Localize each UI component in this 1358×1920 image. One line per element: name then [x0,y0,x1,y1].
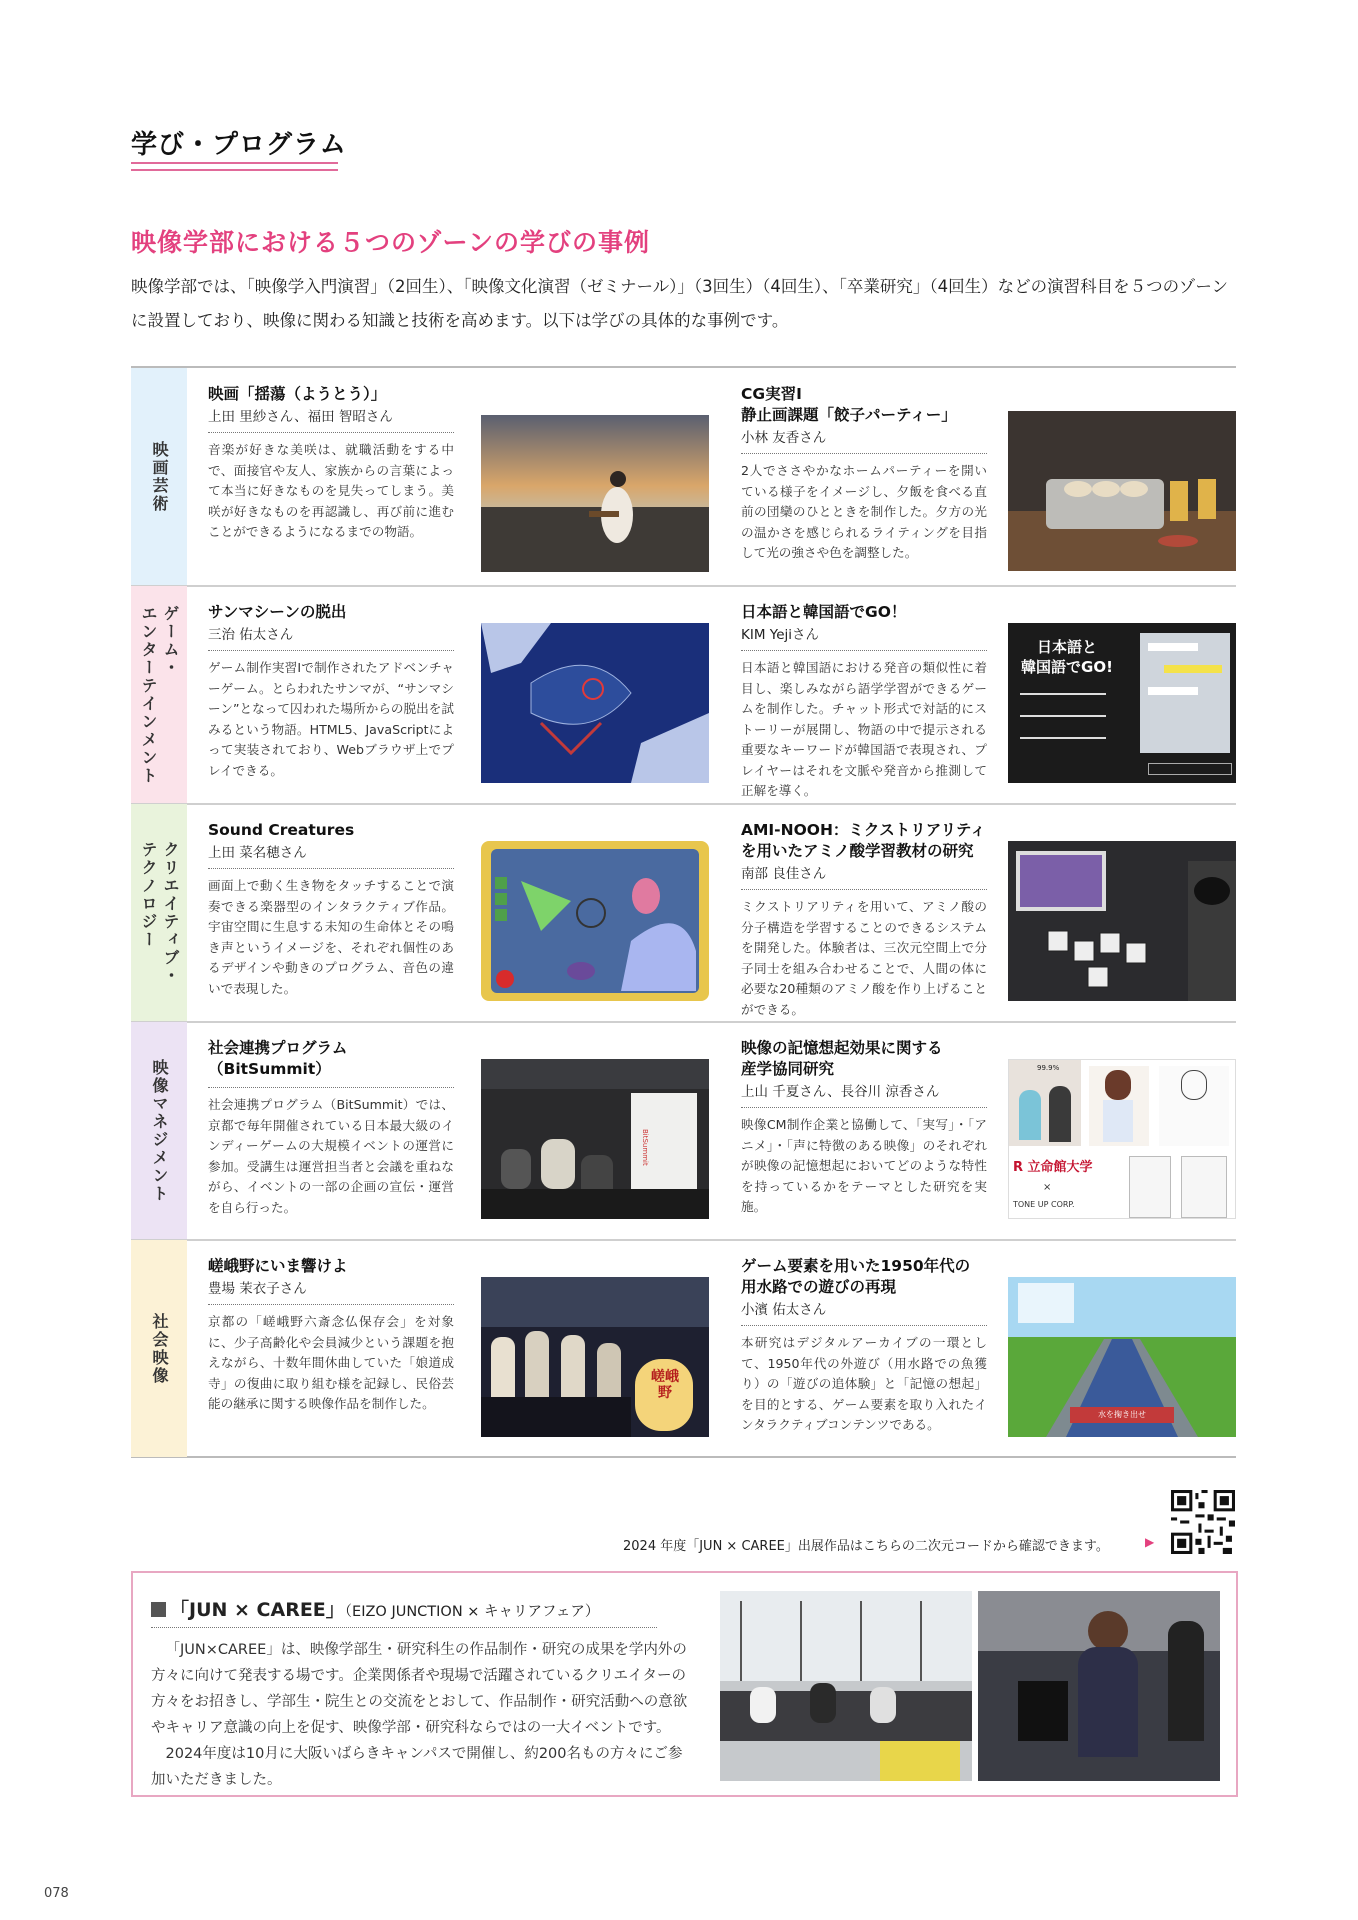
entry-authors: 上田 里紗さん、福田 智昭さん [208,407,454,433]
zones-table [131,366,1236,1458]
canal-game-screenshot [1008,1277,1236,1437]
company-logo: TONE UP CORP. [1013,1200,1075,1209]
case-entry [741,1022,1236,1239]
entry-authors [208,1082,454,1088]
entry-authors: KIM Yejiさん [741,625,987,651]
lantern-text: 嵯峨野 [651,1369,679,1401]
case-entry [208,1240,708,1457]
game-logo: 日本語と 韓国語でGO! [1021,638,1113,676]
bitsummit-sign: BitSummit [641,1129,649,1166]
entry-description: 映像CM制作企業と協働して、「実写」・「アニメ」・「声に特徴のある映像」のそれぞれが映像の記憶想起においてどのような特性を持っているかをテーマとした研究を実施。 [741,1117,987,1214]
entry-authors: 小林 友香さん [741,428,987,454]
intro-paragraph: 映像学部では、「映像学入門演習」（2回生）、「映像文化演習（ゼミナール）」（3回生）（4回生）、「卒業研究」（4回生）などの演習科目を５つのゾーンに設置しており、映像に関わる知識と技術を高めます。以下は学びの具体的な事例です。 [131,277,1229,330]
zone-row [131,368,1236,587]
entry-title: Sound Creatures [208,821,355,839]
jun-caree-box [131,1571,1238,1797]
entry-authors: 上山 千夏さん、長谷川 涼香さん [741,1082,987,1108]
page-number: 078 [44,1886,69,1901]
zone-label-text: 映像マネジメント [150,1058,169,1203]
section-title: 学び・プログラム [131,130,347,160]
zone-label [131,368,187,585]
university-logo: R 立命館大学 [1013,1160,1093,1175]
zone-label-text: クリエイティブ・ テクノロジー [139,840,180,985]
entry-authors: 豊場 茉衣子さん [208,1279,454,1305]
zone-label-text: ゲーム・ エンターテインメント [139,604,180,785]
sound-creatures-screenshot [481,841,709,1001]
qr-code[interactable] [1171,1490,1235,1554]
entry-title: 映画「揺蕩（ようとう）」 [208,385,387,403]
zone-label [131,586,187,803]
film-still-photo [481,415,709,572]
game-screenshot-korean [1008,623,1236,783]
entry-title: 嵯峨野にいま響けよ [208,1257,348,1275]
entry-description: ゲーム制作実習Ⅰで制作されたアドベンチャーゲーム。とらわれたサンマが、“サンマシーン”となって囚われた場所からの脱出を試みるという物語。HTML5、JavaScriptによって実装されており、Webブラウザ上でプレイできる。 [208,660,454,778]
case-entry [208,368,708,585]
zone-label-text: 映画芸術 [150,440,169,513]
entry-description: 日本語と韓国語における発音の類似性に着目し、楽しみながら語学学習ができるゲームを制作した。チャット形式で対話的にストーリーが展開し、物語の中で提示される重要なキーワードが韓国語で表現され、プレイヤーはそれを文脈や発音から推測して正解を導く。 [741,660,987,798]
box-divider [151,1627,657,1628]
zone-row [131,1022,1236,1241]
page-heading: 映像学部における５つのゾーンの学びの事例 [131,228,651,257]
case-entry [208,804,708,1021]
entry-description: ミクストリアリティを用いて、アミノ酸の分子構造を学習することのできるシステムを開発した。体験者は、三次元空間上で分子同士を組み合わせることで、人間の体に必要な20種類のアミノ酸を作り上げることができる。 [741,899,987,1017]
entry-title: 社会連携プログラム （BitSummit） [208,1039,348,1078]
zone-row [131,804,1236,1023]
case-entry [741,1240,1236,1457]
bitsummit-event-photo [481,1059,709,1219]
entry-title: 映像の記憶想起効果に関する 産学協同研究 [741,1039,943,1078]
collab-times: × [1043,1182,1052,1193]
entry-description: 社会連携プログラム（BitSummit）では、京都で毎年開催されている日本最大級のインディーゲームの大規模イベントの運営に参加。受講生は運営担当者と会議を重ねながら、イベントの一部の企画の宣伝・運営を自ら行った。 [208,1097,454,1215]
case-entry [208,586,708,803]
play-arrow-icon: ▶ [1145,1535,1155,1549]
zone-label [131,804,187,1021]
entry-title: ゲーム要素を用いた1950年代の 用水路での遊びの再現 [741,1257,971,1296]
entry-authors: 南部 良佳さん [741,864,987,890]
canal-game-button: 水を掬き出せ [1070,1407,1174,1423]
entry-description: 本研究はデジタルアーカイブの一環として、1950年代の外遊び（用水路での魚獲り）の「遊びの追体験」と「記憶の想起」を目的とする、ゲーム要素を取り入れたインタラクティブコンテンツである。 [741,1335,987,1432]
mixed-reality-photo [1008,841,1236,1001]
zone-label [131,1240,187,1457]
box-paragraph: 「JUN×CAREE」は、映像学部生・研究科生の作品制作・研究の成果を学内外の方々に向けて発表する場です。企業関係者や現場で活躍されているクリエイターの方々をお招きし、学部生・院生との交流をとおして、作品制作・研究活動への意欲やキャリア意識の向上を促す、映像学部・研究科ならではの一大イベントです。 [151,1642,688,1736]
entry-title: サンマシーンの脱出 [208,603,347,621]
section-title-underline [131,162,338,171]
entry-authors: 上田 菜名穂さん [208,843,454,869]
box-title-text: 「JUN × CAREE」 [170,1599,345,1621]
case-entry [208,1022,708,1239]
case-entry [741,586,1236,803]
case-entry [741,368,1236,585]
zone-label [131,1022,187,1239]
square-bullet-icon [151,1602,166,1617]
qr-note: 2024 年度「JUN × CAREE」出展作品はこちらの二次元コードから確認できます。 [623,1539,1109,1554]
event-venue-photo [720,1591,972,1781]
box-title [151,1595,599,1622]
tv-rating-label: 99.9% [1037,1064,1060,1072]
box-subtitle: （EIZO JUNCTION × キャリアフェア） [344,1604,600,1620]
case-entry [741,804,1236,1021]
entry-authors: 三治 佑太さん [208,625,454,651]
entry-description: 京都の「嵯峨野六斎念仏保存会」を対象に、少子高齢化や会員減少という課題を抱えながら、十数年間休曲していた「娘道成寺」の復曲に取り組む様を記録し、民俗芸能の継承に関する映像作品を制作した。 [208,1314,454,1411]
entry-title: AMI-NOOH：ミクストリアリティを用いたアミノ酸学習教材の研究 [741,821,986,860]
zone-row [131,586,1236,805]
game-screenshot-fish [481,623,709,783]
zone-row [131,1240,1236,1457]
entry-title: CG実習Ⅰ 静止画課題「餃子パーティー」 [741,385,957,424]
box-body [151,1637,695,1793]
cg-dumplings-image [1008,411,1236,571]
zone-label-text: 社会映像 [150,1312,169,1385]
exhibit-photo [978,1591,1220,1781]
research-collage-image [1008,1059,1236,1219]
entry-description: 音楽が好きな美咲は、就職活動をする中で、面接官や友人、家族からの言葉によって本当に好きなものを見失ってしまう。美咲が好きなものを再認識し、再び前に進むことができるようになるまでの物語。 [208,442,454,539]
festival-night-photo [481,1277,709,1437]
entry-description: 画面上で動く生き物をタッチすることで演奏できる楽器型のインタラクティブ作品。宇宙空間に生息する未知の生命体とその鳴き声というイメージを、それぞれ個性のあるデザインや動きのプログラム、音色の違いで表現した。 [208,878,454,996]
entry-title: 日本語と韓国語でGO！ [741,603,907,621]
entry-description: 2人でささやかなホームパーティーを開いている様子をイメージし、夕飯を食べる直前の団欒のひとときを制作した。夕方の光の温かさを感じられるライティングを目指して光の強さや色を調整した。 [741,463,987,560]
entry-authors: 小濱 佑太さん [741,1300,987,1326]
box-paragraph: 2024年度は10月に大阪いばらきキャンパスで開催し、約200名もの方々にご参加いただきました。 [151,1746,683,1788]
